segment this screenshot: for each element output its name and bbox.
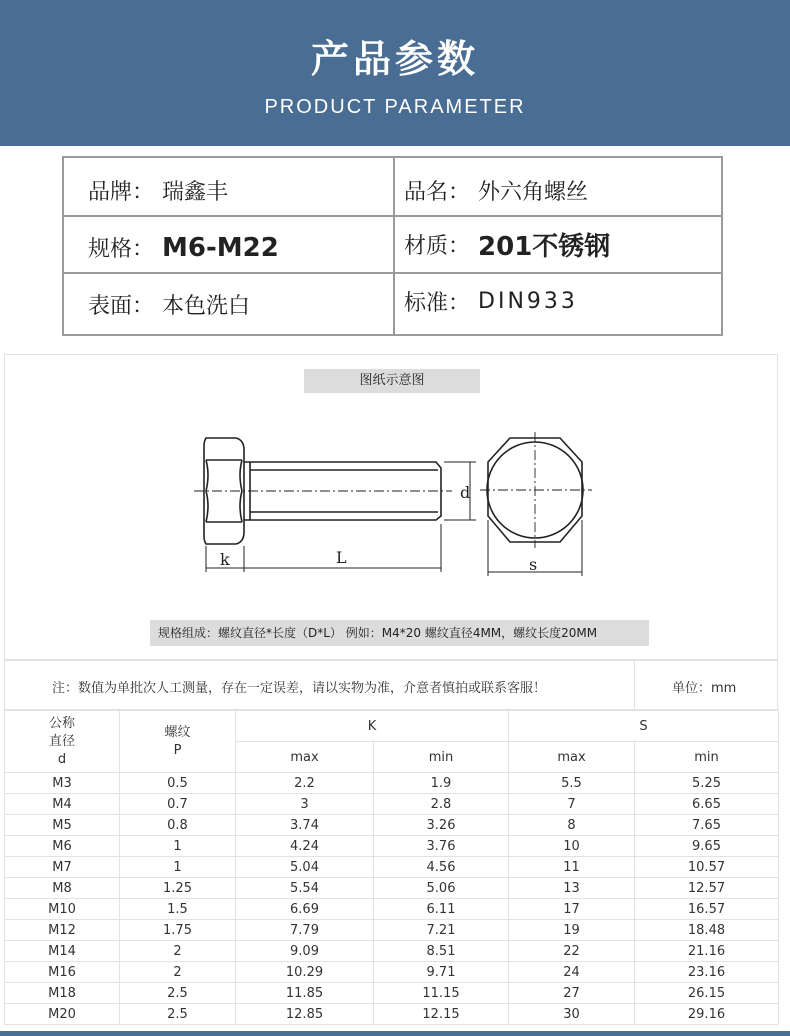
table-cell: 7 xyxy=(509,794,635,815)
table-row xyxy=(5,920,779,941)
table-cell: 12.85 xyxy=(236,1004,374,1025)
name-cell xyxy=(404,162,588,219)
surface-cell xyxy=(88,276,250,333)
header-s-max: max xyxy=(509,742,635,773)
table-cell: 5.5 xyxy=(509,773,635,794)
surface-value: 本色洗白 xyxy=(162,294,251,319)
header-k: K xyxy=(236,711,509,742)
header-s: S xyxy=(509,711,779,742)
header-pitch: 螺纹 P xyxy=(120,711,236,773)
material-value: 201不锈钢 xyxy=(478,232,611,262)
table-cell: 3.74 xyxy=(236,815,374,836)
drawing-label: 图纸示意图 xyxy=(304,369,480,393)
page-subtitle: PRODUCT PARAMETER xyxy=(264,96,526,118)
table-row xyxy=(5,983,779,1004)
table-cell: M18 xyxy=(5,983,120,1004)
dim-s-label: s xyxy=(529,555,538,574)
spec-value: M6-M22 xyxy=(162,232,279,263)
spec-cell xyxy=(88,219,279,276)
table-cell: 11 xyxy=(509,857,635,878)
table-cell: 6.65 xyxy=(635,794,779,815)
table-cell: 12.57 xyxy=(635,878,779,899)
table-cell: 2 xyxy=(120,962,236,983)
header-k-min: min xyxy=(374,742,509,773)
table-cell: 10.29 xyxy=(236,962,374,983)
table-cell: 11.15 xyxy=(374,983,509,1004)
product-info-table xyxy=(62,156,723,336)
table-cell: 0.8 xyxy=(120,815,236,836)
table-cell: 9.71 xyxy=(374,962,509,983)
dimension-table xyxy=(4,710,779,1025)
table-cell: 22 xyxy=(509,941,635,962)
table-cell: 13 xyxy=(509,878,635,899)
surface-label: 表面： xyxy=(88,294,155,319)
table-cell: 3 xyxy=(236,794,374,815)
table-cell: 18.48 xyxy=(635,920,779,941)
table-cell: 3.26 xyxy=(374,815,509,836)
table-cell: 2.2 xyxy=(236,773,374,794)
table-cell: 29.16 xyxy=(635,1004,779,1025)
table-cell: 17 xyxy=(509,899,635,920)
bolt-diagram xyxy=(180,420,600,580)
table-cell: 1 xyxy=(120,857,236,878)
table-row xyxy=(5,857,779,878)
material-label: 材质： xyxy=(404,234,471,259)
table-cell: 2.8 xyxy=(374,794,509,815)
standard-value: DIN933 xyxy=(478,289,578,314)
table-cell: 5.25 xyxy=(635,773,779,794)
table-cell: 1.9 xyxy=(374,773,509,794)
table-cell: M3 xyxy=(5,773,120,794)
table-cell: 7.65 xyxy=(635,815,779,836)
table-row xyxy=(5,815,779,836)
table-cell: 10.57 xyxy=(635,857,779,878)
table-cell: M12 xyxy=(5,920,120,941)
page-title: 产品参数 xyxy=(310,37,479,81)
dim-k-label: k xyxy=(220,550,230,569)
table-row xyxy=(5,941,779,962)
table-cell: 10 xyxy=(509,836,635,857)
brand-label: 品牌： xyxy=(88,180,155,205)
table-cell: 1 xyxy=(120,836,236,857)
table-cell: 5.54 xyxy=(236,878,374,899)
table-cell: M14 xyxy=(5,941,120,962)
table-cell: 9.65 xyxy=(635,836,779,857)
table-cell: M4 xyxy=(5,794,120,815)
name-value: 外六角螺丝 xyxy=(478,180,589,205)
table-row xyxy=(5,899,779,920)
dim-d-label: d xyxy=(460,483,471,502)
table-cell: 9.09 xyxy=(236,941,374,962)
table-cell: 27 xyxy=(509,983,635,1004)
page-header xyxy=(0,0,790,146)
table-cell: 1.75 xyxy=(120,920,236,941)
table-cell: 24 xyxy=(509,962,635,983)
table-cell: 8.51 xyxy=(374,941,509,962)
table-cell: 2.5 xyxy=(120,1004,236,1025)
standard-cell xyxy=(404,273,578,330)
table-cell: M6 xyxy=(5,836,120,857)
table-row xyxy=(5,962,779,983)
brand-cell xyxy=(88,162,228,219)
table-cell: 5.06 xyxy=(374,878,509,899)
table-cell: M7 xyxy=(5,857,120,878)
table-cell: 19 xyxy=(509,920,635,941)
table-row xyxy=(5,1004,779,1025)
table-cell: 2 xyxy=(120,941,236,962)
table-cell: M16 xyxy=(5,962,120,983)
table-cell: 6.11 xyxy=(374,899,509,920)
unit-label: 单位：mm xyxy=(672,681,737,696)
table-cell: 5.04 xyxy=(236,857,374,878)
table-row xyxy=(5,836,779,857)
table-cell: 6.69 xyxy=(236,899,374,920)
table-cell: 26.15 xyxy=(635,983,779,1004)
table-cell: 0.7 xyxy=(120,794,236,815)
table-cell: M5 xyxy=(5,815,120,836)
table-cell: 12.15 xyxy=(374,1004,509,1025)
table-cell: 16.57 xyxy=(635,899,779,920)
material-cell xyxy=(404,216,610,273)
measurement-note: 注：数值为单批次人工测量，存在一定误差，请以实物为准，介意者慎拍或联系客服！ xyxy=(52,681,547,696)
name-label: 品名： xyxy=(404,180,471,205)
standard-label: 标准： xyxy=(404,291,471,316)
table-cell: 23.16 xyxy=(635,962,779,983)
table-cell: 21.16 xyxy=(635,941,779,962)
dim-L-label: L xyxy=(336,548,347,567)
table-cell: 7.79 xyxy=(236,920,374,941)
table-cell: 4.24 xyxy=(236,836,374,857)
table-cell: 1.5 xyxy=(120,899,236,920)
table-cell: 11.85 xyxy=(236,983,374,1004)
table-cell: 30 xyxy=(509,1004,635,1025)
bottom-bar xyxy=(0,1031,790,1036)
header-s-min: min xyxy=(635,742,779,773)
spec-label: 规格： xyxy=(88,237,155,262)
table-cell: 3.76 xyxy=(374,836,509,857)
table-cell: 2.5 xyxy=(120,983,236,1004)
table-cell: 0.5 xyxy=(120,773,236,794)
table-cell: 1.25 xyxy=(120,878,236,899)
table-cell: 8 xyxy=(509,815,635,836)
table-cell: 4.56 xyxy=(374,857,509,878)
table-cell: M8 xyxy=(5,878,120,899)
table-cell: M10 xyxy=(5,899,120,920)
spec-composition-note: 规格组成：螺纹直径*长度（D*L） 例如：M4*20 螺纹直径4MM，螺纹长度20MM xyxy=(150,620,649,646)
table-row xyxy=(5,794,779,815)
table-row xyxy=(5,773,779,794)
table-cell: M20 xyxy=(5,1004,120,1025)
header-nominal-diameter: 公称 直径 d xyxy=(5,711,120,773)
brand-value: 瑞鑫丰 xyxy=(162,180,229,205)
table-row xyxy=(5,878,779,899)
table-cell: 7.21 xyxy=(374,920,509,941)
header-k-max: max xyxy=(236,742,374,773)
